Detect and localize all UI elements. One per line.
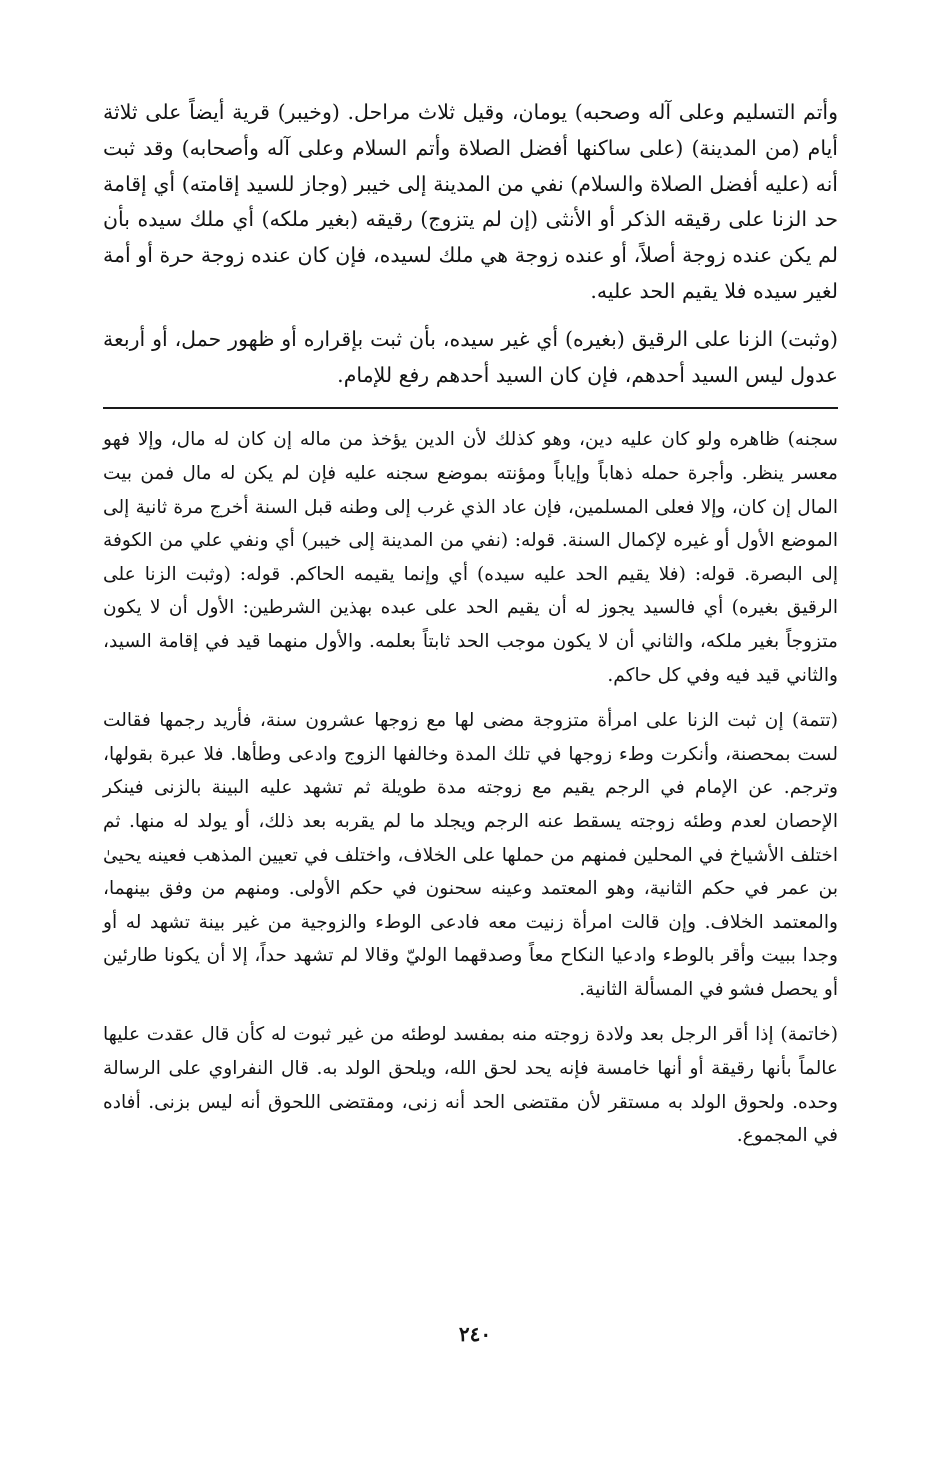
main-paragraph: وأتم التسليم وعلى آله وصحبه) يومان، وقيل ثلاث مراحل. (وخيبر) قرية أيضاً على ثلاثة أيام (من المدينة) (على ساكنها أفضل الصلاة وأتم السلام وعلى آله وأصحابه) وقد ثبت أنه (عليه أفضل الصلاة والسلام) نفي من المدينة إلى خيبر (وجاز للسيد إقامته) أي إقامة حد الزنا على رقيقه الذكر أو الأنثى (إن لم يتزوج) رقيقه (بغير ملكه) أي ملك سيده بأن لم يكن عنده زوجة أصلاً، أو عنده زوجة هي ملك لسيده، فإن كان عنده زوجة حرة أو أمة لغير سيده فلا يقيم الحد عليه. xyxy=(103,100,838,303)
page-body xyxy=(103,95,838,1153)
footnote-paragraph: (تتمة) إن ثبت الزنا على امرأة متزوجة مضى لها مع زوجها عشرون سنة، فأريد رجمها فقالت لست بمحصنة، وأنكرت وطء زوجها في تلك المدة وخالفها الزوج وادعى وطأها. فلا عبرة بقولها، وترجم. عن الإمام في الرجم يقيم مع زوجته مدة طويلة ثم تشهد عليه البينة بالزنى فينكر الإحصان لعدم وطئه زوجته يسقط عنه الرجم ويجلد ما لم يقربه بعد ذلك، أو يولد له منها. ثم اختلف الأشياخ في المحلين فمنهم من حملها على الخلاف، واختلف في تعيين المذهب فعينه يحيىٰ بن عمر في حكم الثانية، وهو المعتمد وعينه سحنون في حكم الأولى. ومنهم من وفق بينهما، والمعتمد الخلاف. وإن قالت امرأة زنيت معه فادعى الوطء والزوجية من غير بينة تشهد له أو وجدا ببيت وأقر بالوطء وادعيا النكاح معاً وصدقهما الوليّ وقالا لم تشهد حداً، إلا أن يكونا طارئين أو يحصل فشو في المسألة الثانية. xyxy=(103,710,838,1000)
page-number: ٢٤٠ xyxy=(458,1322,492,1346)
footnote-divider xyxy=(103,407,838,409)
footnotes xyxy=(103,423,838,1152)
footnote-paragraph: (خاتمة) إذا أقر الرجل بعد ولادة زوجته منه بمفسد لوطئه من غير ثبوت له كأن قال عقدت عليها عالماً بأنها رقيقة أو أنها خامسة فإنه يحد لحق الله، ويلحق الولد به. قال النفراوي على الرسالة وحده. ولحوق الولد به مستقر لأن مقتضى الحد أنه زنى، ومقتضى اللحوق أنه ليس بزنى. أفاده في المجموع. xyxy=(103,1024,838,1147)
footnote-paragraph: سجنه) ظاهره ولو كان عليه دين، وهو كذلك لأن الدين يؤخذ من ماله إن كان له مال، وإلا فهو معسر ينظر. وأجرة حمله ذهاباً وإياباً ومؤنته بموضع سجنه عليه فإن لم يكن له مال فمن بيت المال إن كان، وإلا فعلى المسلمين، فإن عاد الذي غرب إلى وطنه قبل السنة أخرج مرة ثانية إلى الموضع الأول أو غيره لإكمال السنة. قوله: (نفي من المدينة إلى خيبر) أي ونفي علي من الكوفة إلى البصرة. قوله: (فلا يقيم الحد عليه سيده) أي وإنما يقيمه الحاكم. قوله: (وثبت الزنا على الرقيق بغيره) أي فالسيد يجوز له أن يقيم الحد على عبده بهذين الشرطين: الأول أن لا يكون متزوجاً بغير ملكه، والثاني أن لا يكون موجب الحد ثابتاً بعلمه. والأول منهما قيد في إقامة السيد، والثاني قيد فيه وفي كل حاكم. xyxy=(103,429,838,686)
main-text xyxy=(103,95,838,393)
main-paragraph: (وثبت) الزنا على الرقيق (بغيره) أي غير سيده، بأن ثبت بإقراره أو ظهور حمل، أو أربعة عدول ليس السيد أحدهم، فإن كان السيد أحدهم رفع للإمام. xyxy=(103,326,838,387)
